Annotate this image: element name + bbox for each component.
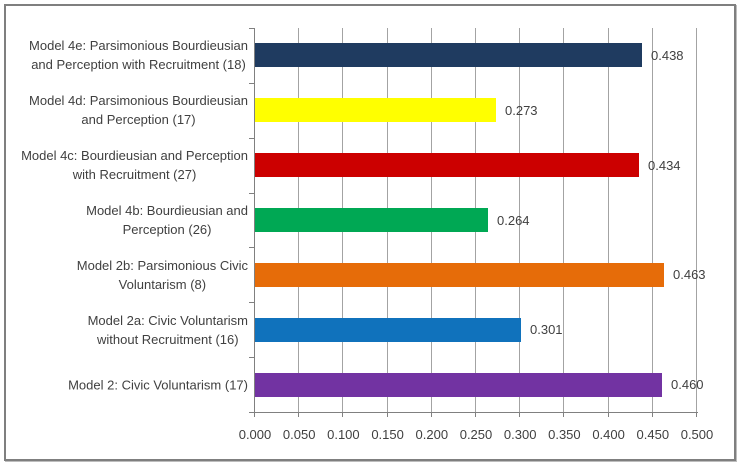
chart-bar (255, 373, 662, 397)
category-label: Model 2a: Civic Voluntarism without Recruitment (16) (87, 313, 248, 347)
y-tick (249, 193, 254, 194)
chart-bar (255, 43, 642, 67)
x-tick-label: 0.500 (680, 427, 714, 442)
category-label: Model 4c: Bourdieusian and Perception with Recruitment (27) (21, 148, 248, 182)
y-tick (249, 138, 254, 139)
value-label: 0.301 (530, 322, 563, 337)
category-label: Model 4d: Parsimonious Bourdieusian and Perception (17) (29, 93, 248, 127)
value-label: 0.273 (505, 103, 538, 118)
value-label: 0.460 (671, 377, 704, 392)
category-label: Model 4b: Bourdieusian and Perception (26) (86, 203, 248, 237)
chart-bar (255, 263, 664, 287)
category-label: Model 2: Civic Voluntarism (17) (68, 377, 248, 393)
x-tick-label: 0.250 (459, 427, 493, 442)
x-tick-label: 0.400 (592, 427, 625, 442)
x-axis (254, 412, 698, 413)
y-tick (249, 247, 254, 248)
x-tick-label: 0.300 (503, 427, 537, 442)
gridline (608, 28, 609, 412)
chart-bar (255, 208, 488, 232)
x-tick-label: 0.200 (415, 427, 449, 442)
gridline (652, 28, 653, 412)
x-tick-label: 0.100 (327, 427, 360, 442)
y-tick (249, 412, 254, 413)
y-tick (249, 302, 254, 303)
gridline (563, 28, 564, 412)
y-tick (249, 357, 254, 358)
chart-bar (255, 318, 521, 342)
value-label: 0.264 (497, 213, 530, 228)
chart-bar (255, 153, 639, 177)
y-tick (249, 83, 254, 84)
chart-bar (255, 98, 496, 122)
category-label: Model 2b: Parsimonious Civic Voluntarism (8) (76, 258, 248, 292)
value-label: 0.434 (648, 158, 681, 173)
x-tick-label: 0.350 (548, 427, 581, 442)
x-tick-label: 0.050 (282, 427, 316, 442)
category-label: Model 4e: Parsimonious Bourdieusian and Perception with Recruitment (18) (29, 38, 248, 72)
value-label: 0.463 (673, 267, 706, 282)
x-tick-label: 0.450 (636, 427, 670, 442)
gridline (696, 28, 697, 412)
y-tick (249, 28, 254, 29)
x-tick-label: 0.150 (371, 427, 404, 442)
x-tick-label: 0.000 (238, 427, 272, 442)
value-label: 0.438 (651, 48, 684, 63)
